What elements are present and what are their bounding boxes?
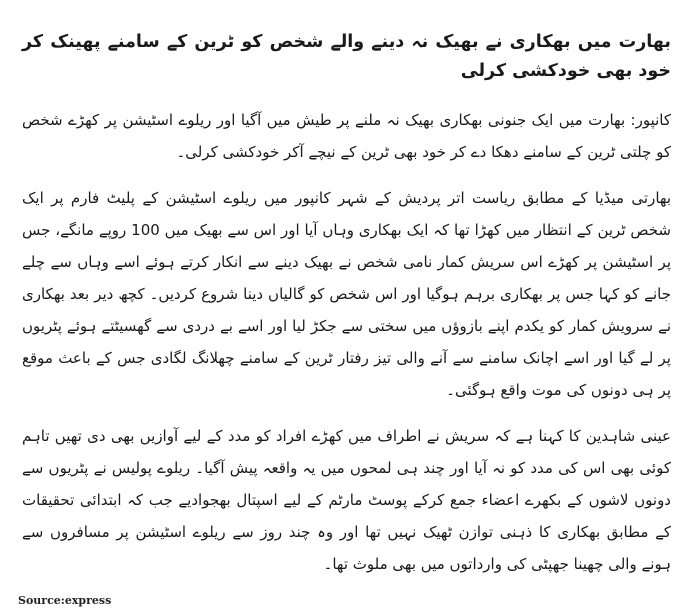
article-headline: بھارت میں بھکاری نے بھیک نہ دینے والے شخص کو ٹرین کے سامنے پھینک کر خود بھی خودکشی کرلی [22, 32, 671, 81]
source-credit: Source:express [18, 594, 112, 607]
article-paragraph: عینی شاہدین کا کہنا ہے کہ سریش نے اطراف میں کھڑے افراد کو مدد کے لیے آوازیں بھی دی تھیں تاہم کوئی بھی اس کی مدد کو نہ آیا اور چند ہی لمحوں میں یہ واقعہ پیش آگیا۔ ریلوے پولیس نے پٹریوں سے دونوں لاشوں کے بکھرے اعضاء جمع کرکے پوسٹ مارٹم کے لیے اسپتال بھجوادیے جب کہ ابتدائی تحقیقات کے مطابق بھکاری کا ذہنی توازن ٹھیک نہیں تھا اور وہ چند روز سے ریلوے اسٹیشن پر مسافروں سے ہونے والی چھینا جھپٹی کی وارداتوں میں بھی ملوث تھا۔ [22, 427, 671, 573]
article-paragraph: بھارتی میڈیا کے مطابق ریاست اتر پردیش کے شہر کانپور میں ریلوے اسٹیشن کے پلیٹ فارم پر ایک شخص ٹرین کے انتظار میں کھڑا تھا کہ ایک بھکاری وہاں آیا اور اس سے بھیک میں 100 روپے مانگے، جس پر اسٹیشن پر کھڑے اس سریش کمار نامی شخص نے بھیک دینے سے انکار کرتے ہوئے اسے وہاں سے چلے جانے کو کہا جس پر بھکاری برہم ہوگیا اور اس شخص کو گالیاں دینا شروع کردیں۔ کچھ دیر بعد بھکاری نے سرویش کمار کو یکدم اپنے بازوؤں میں سختی سے جکڑ لیا اور اسے بے دردی سے گھسیٹتے ہوئے پٹریوں پر لے گیا اور اسے اچانک سامنے سے آنے والی تیز رفتار ٹرین کے سامنے چھلانگ لگادی جس کے باعث موقع پر ہی دونوں کی موت واقع ہوگئی۔ [22, 189, 671, 399]
article-paragraph: کانپور: بھارت میں ایک جنونی بھکاری بھیک نہ ملنے پر طیش میں آگیا اور ریلوے اسٹیشن پر کھڑے شخص کو چلتی ٹرین کے سامنے دھکا دے کر خود بھی ٹرین کے نیچے آکر خودکشی کرلی۔ [22, 111, 671, 161]
